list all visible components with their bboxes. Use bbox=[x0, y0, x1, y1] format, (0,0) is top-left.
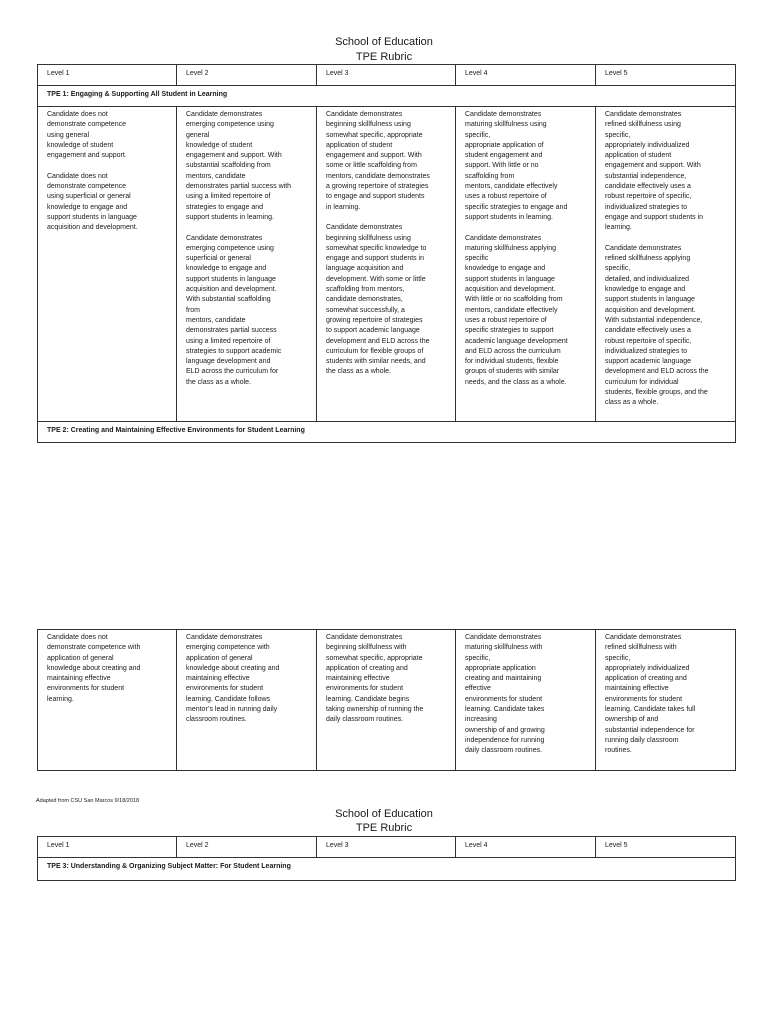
level-3-header: Level 3 bbox=[317, 837, 456, 858]
tpe1-level-3-cell: Candidate demonstrates beginning skillfulness using somewhat specific, appropriate application of student engagement and support. With some or little scaffolding from mentors, candidate demonstrates a growing repertoire of strategies to engage and support students in learning. Candidate demonstrates beginning skillfulness using somewhat specific knowledge to engage and support students in language acquisition and development. With some or little scaffolding from mentors, candidate demonstrates, somewhat successfully, a growing repertoire of strategies to support academic language development and ELD across the curriculum for flexible groups of students with similar needs, and the class as a whole. bbox=[317, 107, 456, 422]
tpe2-level-5-cell: Candidate demonstrates refined skillfulness with specific, appropriately individualized application of creating and maintaining effective environments for student learning. Candidate takes full ownership of and substantial independence for running daily classroom routines. bbox=[596, 630, 736, 771]
level-2-header: Level 2 bbox=[177, 837, 317, 858]
tpe2-level-4-cell: Candidate demonstrates maturing skillfulness with specific, appropriate application creating and maintaining effective environments for student learning. Candidate takes increasing ownership of and growing independence for running daily classroom routines. bbox=[456, 630, 596, 771]
page2-subtitle: TPE Rubric bbox=[355, 822, 413, 834]
tpe2-content-row bbox=[38, 630, 736, 771]
tpe1-level-1-cell: Candidate does not demonstrate competence using general knowledge of student engagement and support. Candidate does not demonstrate competence using superficial or general knowledge to engage and support students in language acquisition and development. bbox=[38, 107, 177, 422]
tpe1-title-row bbox=[38, 86, 736, 107]
rubric-table-page2 bbox=[37, 836, 736, 881]
level-4-header: Level 4 bbox=[456, 837, 596, 858]
rubric-table-continued bbox=[37, 629, 736, 771]
tpe2-level-3-cell: Candidate demonstrates beginning skillfulness with somewhat specific, appropriate application of creating and maintaining effective environments for student learning. Candidate begins taking ownership of running the daily classroom routines. bbox=[317, 630, 456, 771]
tpe1-level-5-cell: Candidate demonstrates refined skillfulness using specific, appropriately individualized application of student engagement and support. With substantial independence, candidate effectively uses a robust repertoire of specific, individualized strategies to engage and support students in learning. Candidate demonstrates refined skillfulness applying specific, detailed, and individualized knowledge to engage and support students in language acquisition and development. With substantial independence, candidate effectively uses a robust repertoire of specific, individualized strategies to support academic language development and ELD across the curriculum for individual students, flexible groups, and the class as a whole. bbox=[596, 107, 736, 422]
tpe1-level-2-cell: Candidate demonstrates emerging competence using general knowledge of student engagement and support. With substantial scaffolding from mentors, candidate demonstrates partial success with using a limited repertoire of strategies to engage and support students in learning. Candidate demonstrates emerging competence using superficial or general knowledge to engage and support students in language acquisition and development. With substantial scaffolding from mentors, candidate demonstrates partial success using a limited repertoire of strategies to support academic language development and ELD across the curriculum for the class as a whole. bbox=[177, 107, 317, 422]
level-header-row-page2 bbox=[38, 837, 736, 858]
tpe3-title: TPE 3: Understanding & Organizing Subject Matter: For Student Learning bbox=[38, 858, 736, 881]
level-1-header: Level 1 bbox=[38, 65, 177, 86]
level-5-header: Level 5 bbox=[596, 65, 736, 86]
tpe2-title-row bbox=[38, 422, 736, 443]
tpe1-content-row bbox=[38, 107, 736, 422]
tpe1-level-4-cell: Candidate demonstrates maturing skillfulness using specific, appropriate application of student engagement and support. With little or no scaffolding from mentors, candidate effectively uses a robust repertoire of specific strategies to engage and support students in learning. Candidate demonstrates maturing skillfulness applying specific knowledge to engage and support students in language acquisition and development. With little or no scaffolding from mentors, candidate effectively uses a robust repertoire of specific strategies to support academic language development and ELD across the curriculum for individual students, flexible groups of students with similar needs, and the class as a whole. bbox=[456, 107, 596, 422]
page-subtitle: TPE Rubric bbox=[355, 51, 413, 63]
tpe2-level-2-cell: Candidate demonstrates emerging competence with application of general knowledge about creating and maintaining effective environments for student learning. Candidate follows mentor’s lead in running daily classroom routines. bbox=[177, 630, 317, 771]
tpe1-title: TPE 1: Engaging & Supporting All Student in Learning bbox=[38, 86, 736, 107]
level-3-header: Level 3 bbox=[317, 65, 456, 86]
level-5-header: Level 5 bbox=[596, 837, 736, 858]
level-4-header: Level 4 bbox=[456, 65, 596, 86]
level-1-header: Level 1 bbox=[38, 837, 177, 858]
footer-note: Adapted from CSU San Marcos 9/18/2018 bbox=[36, 798, 140, 804]
tpe2-title: TPE 2: Creating and Maintaining Effective Environments for Student Learning bbox=[38, 422, 736, 443]
tpe3-title-row bbox=[38, 858, 736, 881]
page-title: School of Education bbox=[335, 36, 433, 48]
tpe2-level-1-cell: Candidate does not demonstrate competence with application of general knowledge about creating and maintaining effective environments for student learning. bbox=[38, 630, 177, 771]
level-2-header: Level 2 bbox=[177, 65, 317, 86]
page2-title: School of Education bbox=[335, 808, 433, 820]
rubric-table bbox=[37, 64, 736, 443]
level-header-row bbox=[38, 65, 736, 86]
